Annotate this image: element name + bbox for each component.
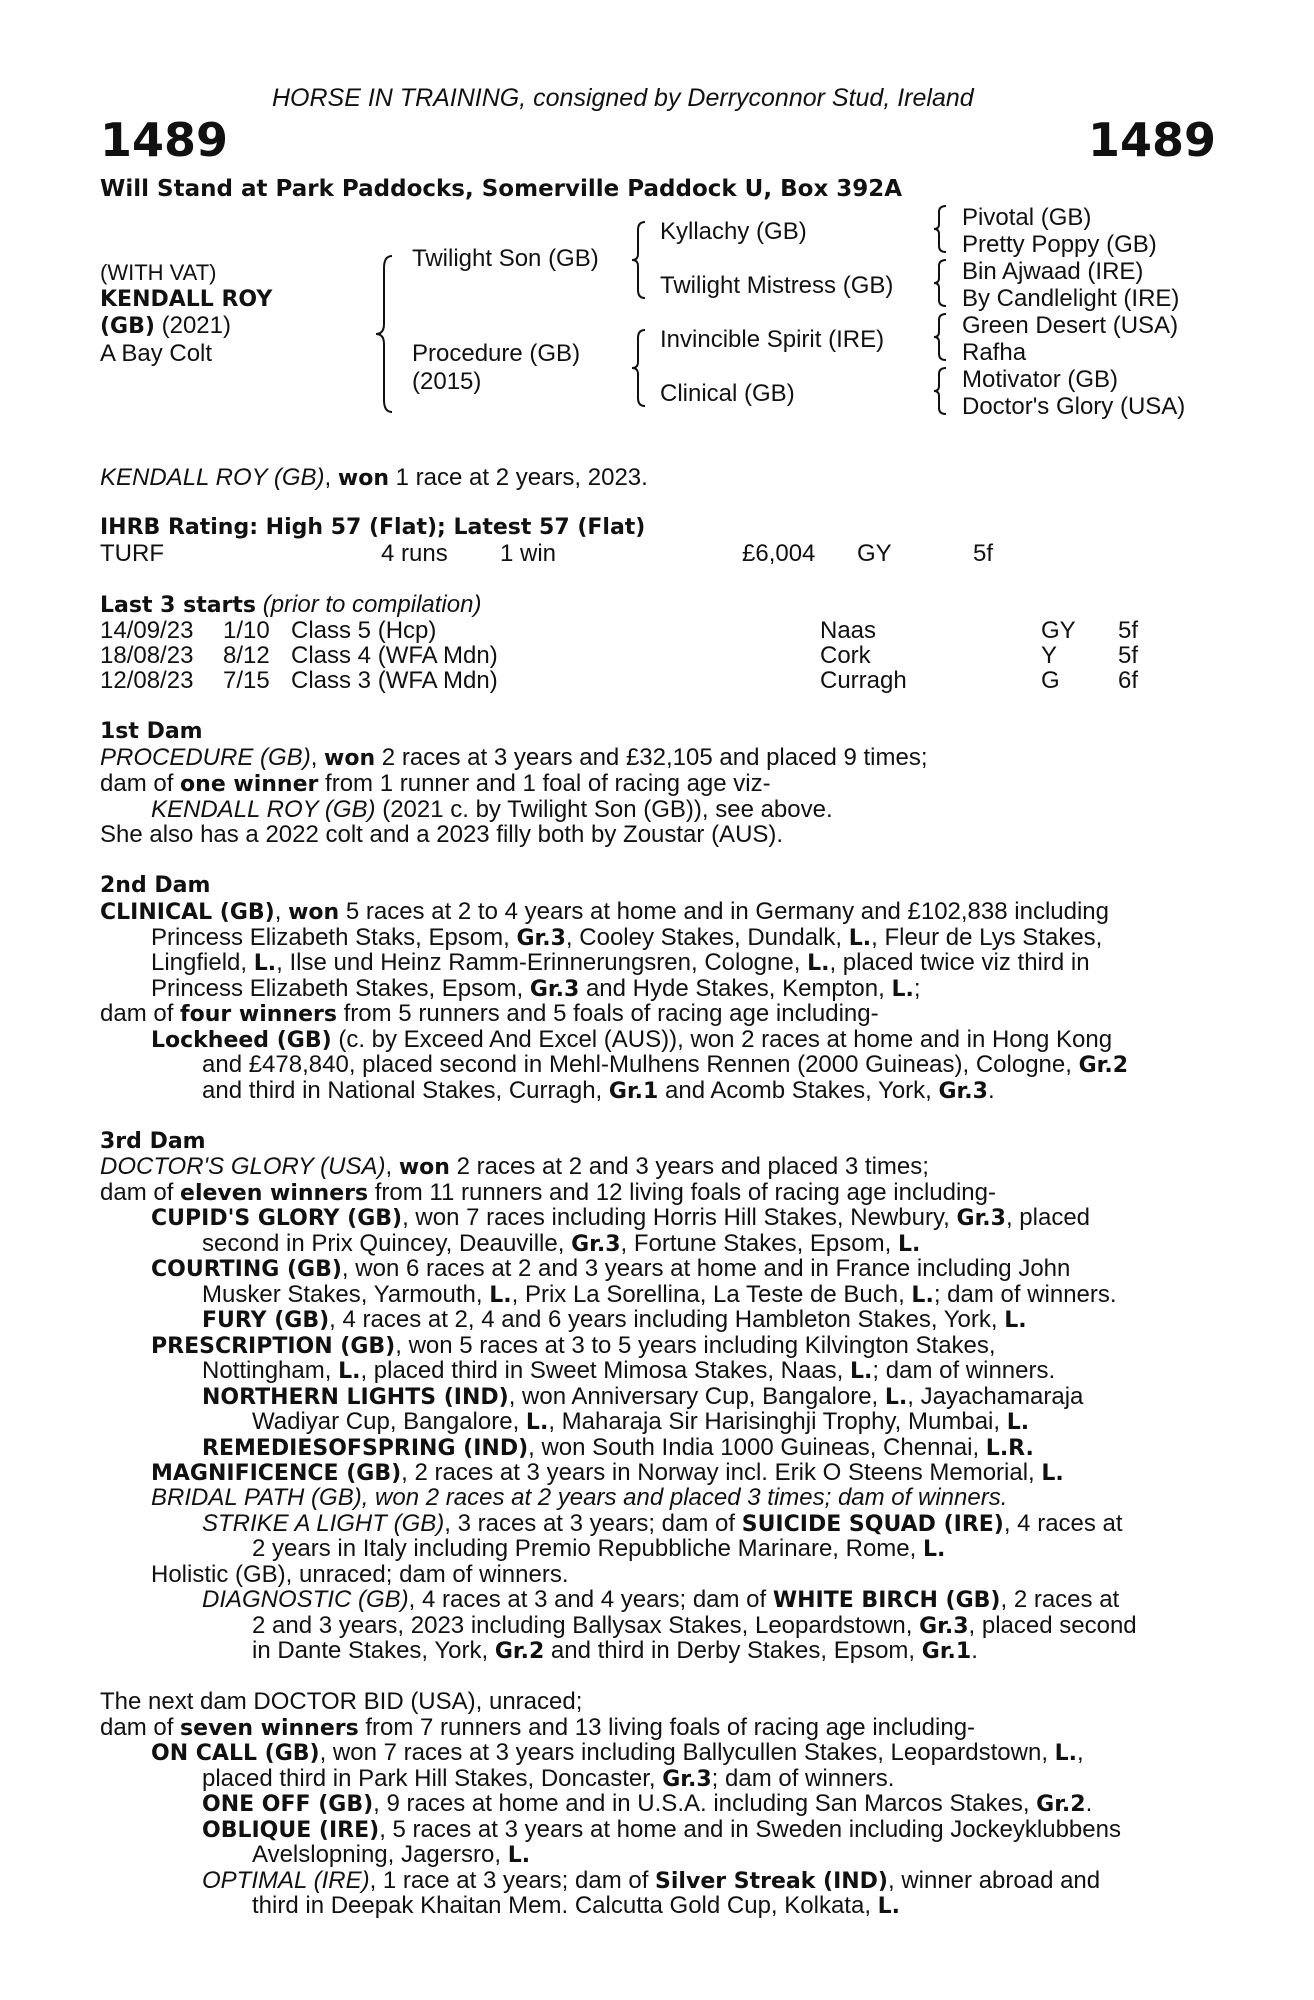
dam3-line <box>202 1384 1083 1411</box>
text-segment: and third in Derby Stakes, Epsom, <box>544 1637 922 1664</box>
next-dam-line <box>151 1740 1084 1767</box>
dam2-line <box>100 899 1109 926</box>
text-bold: Gr.3 <box>919 1614 969 1639</box>
text-segment: from 1 runner and 1 foal of racing age viz- <box>318 770 771 797</box>
text-segment: , <box>1077 1739 1084 1766</box>
text-bold: Gr.1 <box>608 1079 659 1104</box>
start-going: G <box>1041 667 1060 694</box>
summary-horse: KENDALL ROY (GB) <box>100 464 325 491</box>
text-bold: ON CALL (GB) <box>151 1741 320 1766</box>
pedigree-g3-4: By Candlelight (IRE) <box>962 285 1180 312</box>
pedigree-brace-sire <box>630 220 650 300</box>
start-position: 8/12 <box>223 642 270 669</box>
dam3-line: BRIDAL PATH (GB), won 2 races at 2 years and placed 3 times; dam of winners. <box>151 1484 1008 1511</box>
text-segment: , 4 races at 2, 4 and 6 years including Hambleton Stakes, York, <box>329 1306 1005 1333</box>
text-segment: and Hyde Stakes, Kempton, <box>579 975 892 1002</box>
consignment-line: HORSE IN TRAINING, consigned by Derryconnor Stud, Ireland <box>272 84 974 112</box>
text-segment: , Jayachamaraja <box>907 1383 1084 1410</box>
text-bold: Gr.3 <box>516 926 566 951</box>
text-bold: Gr.2 <box>1078 1053 1129 1078</box>
dam3-line <box>202 1511 1123 1538</box>
text-bold: L. <box>525 1410 549 1435</box>
race-summary: KENDALL ROY (GB), won 1 race at 2 years, 2023. <box>100 464 648 491</box>
dam3-line <box>202 1231 920 1258</box>
text-segment: Musker Stakes, Yarmouth, <box>202 1281 490 1308</box>
dam1-line: She also has a 2022 colt and a 2023 filly both by Zoustar (AUS). <box>100 821 784 848</box>
text-segment: placed third in Park Hill Stakes, Doncaster, <box>202 1765 663 1792</box>
start-distance: 6f <box>1118 667 1139 694</box>
dam3-line <box>202 1358 1055 1385</box>
dam1-line <box>151 797 833 823</box>
dam2-line <box>151 925 1102 952</box>
summary-rest: 1 race at 2 years, 2023. <box>388 464 648 491</box>
text-italic: KENDALL ROY (GB) <box>151 796 376 823</box>
pedigree-g3-6: Rafha <box>962 339 1027 366</box>
dam3-line <box>202 1435 1034 1462</box>
dam2-line <box>100 1001 879 1028</box>
text-bold: CUPID'S GLORY (GB) <box>151 1206 403 1231</box>
text-bold: one winner <box>180 772 319 797</box>
text-bold: Gr.2 <box>494 1639 545 1664</box>
pedigree-brace-dam <box>630 328 650 408</box>
text-bold: OBLIQUE (IRE) <box>202 1818 380 1843</box>
text-bold: MAGNIFICENCE (GB) <box>151 1461 402 1486</box>
text-segment: , 5 races at 3 years at home and in Sweden including Jockeyklubbens <box>379 1816 1121 1843</box>
horse-year: (2021) <box>161 312 231 339</box>
summary-won: won <box>337 466 389 491</box>
text-segment: from 5 runners and 5 foals of racing age including- <box>336 1000 879 1027</box>
rating-runs: 4 runs <box>381 540 448 567</box>
text-bold: COURTING (GB) <box>151 1257 342 1282</box>
pedigree-g3-2: Pretty Poppy (GB) <box>962 231 1157 258</box>
lot-number-right: 1489 <box>1088 113 1217 167</box>
dam3-name: DOCTOR'S GLORY (USA) <box>100 1153 386 1180</box>
text-segment: , 2 races at 3 years in Norway incl. Erik O Steens Memorial, <box>401 1459 1042 1486</box>
text-segment: , <box>274 898 289 925</box>
pedigree-brace-main <box>374 254 398 414</box>
dam2-line <box>151 976 921 1003</box>
text-italic: DIAGNOSTIC (GB) <box>202 1586 409 1613</box>
text-segment: , <box>310 744 325 771</box>
last-starts-title: Last 3 starts <box>100 593 257 618</box>
text-segment: 2 races at 3 years and £32,105 and placed 9 times; <box>375 744 928 771</box>
text-segment: , won 6 races at 2 and 3 years at home and in France including John <box>341 1255 1071 1282</box>
dam3-line <box>252 1536 945 1563</box>
dam2-line <box>202 1078 995 1105</box>
text-bold: L. <box>848 926 872 951</box>
text-bold: L. <box>338 1359 361 1384</box>
text-bold: REMEDIESOFSPRING (IND) <box>202 1436 529 1461</box>
text-segment: dam of <box>100 1714 181 1741</box>
dam3-line <box>100 1154 929 1181</box>
text-bold: Gr.3 <box>662 1767 712 1792</box>
rating-going: GY <box>857 540 892 567</box>
pedigree-sire: Twilight Son (GB) <box>412 245 599 272</box>
dam1-heading: 1st Dam <box>100 719 203 744</box>
lot-number-left: 1489 <box>100 113 229 167</box>
text-bold: L. <box>911 1283 934 1308</box>
text-bold: Gr.3 <box>938 1079 988 1104</box>
text-segment: , Cooley Stakes, Dundalk, <box>565 924 849 951</box>
text-segment: , 4 races at 3 and 4 years; dam of <box>408 1586 773 1613</box>
text-bold: WHITE BIRCH (GB) <box>772 1588 1001 1613</box>
text-bold: L. <box>1004 1308 1027 1333</box>
text-segment: ; dam of winners. <box>933 1281 1117 1308</box>
text-bold: L. <box>489 1283 512 1308</box>
start-race: Class 3 (WFA Mdn) <box>291 667 498 694</box>
last-starts-note: (prior to compilation) <box>262 591 482 618</box>
dam3-line <box>202 1587 1119 1614</box>
text-bold: seven winners <box>180 1716 359 1741</box>
pedigree-brace-g3-2 <box>932 258 950 308</box>
text-bold: eleven winners <box>180 1181 369 1206</box>
dam3-line <box>202 1307 1027 1334</box>
text-segment: , placed second <box>968 1612 1137 1639</box>
dam3-line <box>151 1333 996 1360</box>
last-starts-heading <box>100 592 481 619</box>
pedigree-g3-1: Pivotal (GB) <box>962 204 1092 231</box>
start-course: Cork <box>820 642 871 669</box>
text-segment: in Dante Stakes, York, <box>252 1637 495 1664</box>
text-segment: . <box>971 1637 978 1664</box>
text-segment: Princess Elizabeth Staks, Epsom, <box>151 924 517 951</box>
dam2-heading: 2nd Dam <box>100 873 211 898</box>
start-position: 7/15 <box>223 667 270 694</box>
next-dam-line <box>202 1817 1121 1844</box>
dam3-line <box>100 1180 996 1207</box>
text-segment: (c. by Exceed And Excel (AUS)), won 2 races at home and in Hong Kong <box>331 1026 1113 1053</box>
text-bold: Gr.3 <box>956 1206 1006 1231</box>
dam3-line: Holistic (GB), unraced; dam of winners. <box>151 1561 569 1588</box>
text-segment: , 1 race at 3 years; dam of <box>369 1867 656 1894</box>
pedigree-sire-dam: Twilight Mistress (GB) <box>660 272 894 299</box>
text-bold: L. <box>1041 1461 1064 1486</box>
text-bold: won <box>398 1155 450 1180</box>
text-bold: L. <box>807 951 830 976</box>
text-bold: FURY (GB) <box>202 1308 330 1333</box>
dam2-line <box>151 1027 1112 1054</box>
text-segment: , placed <box>1005 1204 1091 1231</box>
dam2-line <box>202 1052 1128 1079</box>
text-bold: Lockheed (GB) <box>151 1028 332 1053</box>
text-segment: ; dam of winners. <box>872 1357 1056 1384</box>
dam1-name: PROCEDURE (GB) <box>100 744 311 771</box>
horse-country-year <box>100 313 231 340</box>
dam3-line <box>252 1638 978 1665</box>
dam1-line <box>100 745 928 772</box>
text-segment: 2 races at 2 and 3 years and placed 3 times; <box>449 1153 929 1180</box>
text-bold: won <box>324 746 376 771</box>
next-dam-line <box>252 1842 530 1869</box>
pedigree-g3-7: Motivator (GB) <box>962 366 1119 393</box>
text-bold: NORTHERN LIGHTS (IND) <box>202 1385 509 1410</box>
text-bold: L. <box>850 1359 873 1384</box>
pedigree-dam-sire: Invincible Spirit (IRE) <box>660 326 885 353</box>
text-bold: L. <box>897 1232 921 1257</box>
text-bold: SUICIDE SQUAD (IRE) <box>741 1512 1004 1537</box>
start-going: Y <box>1041 642 1058 669</box>
start-course: Naas <box>820 617 877 644</box>
dam3-line <box>202 1282 1117 1309</box>
rating-distance: 5f <box>973 540 994 567</box>
text-bold: L. <box>922 1537 946 1562</box>
pedigree-dam-year: (2015) <box>412 368 482 395</box>
start-distance: 5f <box>1118 642 1139 669</box>
text-segment: , 3 races at 3 years; dam of <box>444 1510 742 1537</box>
text-segment: , won Anniversary Cup, Bangalore, <box>508 1383 885 1410</box>
text-segment: and third in National Stakes, Curragh, <box>202 1077 609 1104</box>
dam3-line <box>151 1205 1090 1232</box>
text-segment: , winner abroad and <box>887 1867 1101 1894</box>
text-bold: Gr.3 <box>571 1232 621 1257</box>
text-bold: won <box>288 900 340 925</box>
horse-name-line <box>100 286 272 313</box>
pedigree-brace-g3-3 <box>932 312 950 362</box>
text-segment: , Prix La Sorellina, La Teste de Buch, <box>511 1281 912 1308</box>
stabling-line: Will Stand at Park Paddocks, Somerville Paddock U, Box 392A <box>100 176 903 202</box>
text-segment: from 7 runners and 13 living foals of racing age including- <box>358 1714 976 1741</box>
pedigree-sire-sire: Kyllachy (GB) <box>660 218 807 245</box>
text-bold: Silver Streak (IND) <box>655 1869 888 1894</box>
rating-heading: IHRB Rating: High 57 (Flat); Latest 57 (Flat) <box>100 515 646 540</box>
text-bold: L. <box>884 1385 908 1410</box>
text-segment: , placed third in Sweet Mimosa Stakes, Naas, <box>360 1357 851 1384</box>
text-bold: L. <box>507 1843 531 1868</box>
text-segment: Avelslopning, Jagersro, <box>252 1841 508 1868</box>
text-segment: ; dam of winners. <box>711 1765 895 1792</box>
pedigree-g3-3: Bin Ajwaad (IRE) <box>962 258 1144 285</box>
text-segment: . <box>987 1077 995 1104</box>
text-segment: (2021 c. by Twilight Son (GB)), see above. <box>375 796 833 823</box>
pedigree-dam-dam: Clinical (GB) <box>660 380 795 407</box>
text-segment: dam of <box>100 1000 181 1027</box>
text-segment: , won 5 races at 3 to 5 years including Kilvington Stakes, <box>395 1332 996 1359</box>
text-bold: L. <box>253 951 277 976</box>
text-bold: Gr.1 <box>921 1639 972 1664</box>
pedigree-g3-8: Doctor's Glory (USA) <box>962 393 1186 420</box>
dam2-name: CLINICAL (GB) <box>100 900 275 925</box>
text-segment: Nottingham, <box>202 1357 339 1384</box>
text-segment: 5 races at 2 to 4 years at home and in Germany and £102,838 including <box>339 898 1110 925</box>
text-segment: , 4 races at <box>1003 1510 1123 1537</box>
dam1-line <box>100 771 771 798</box>
text-segment: Wadiyar Cup, Bangalore, <box>252 1408 526 1435</box>
text-segment: second in Prix Quincey, Deauville, <box>202 1230 572 1257</box>
text-bold: Gr.2 <box>1036 1792 1086 1817</box>
start-date: 14/09/23 <box>100 617 194 644</box>
start-distance: 5f <box>1118 617 1139 644</box>
text-bold: L. <box>1006 1410 1030 1435</box>
vat-label: (WITH VAT) <box>100 260 217 285</box>
text-segment: Lingfield, <box>151 949 254 976</box>
text-bold: L. <box>1054 1741 1078 1766</box>
pedigree-g3-5: Green Desert (USA) <box>962 312 1179 339</box>
start-position: 1/10 <box>223 617 270 644</box>
dam2-line <box>151 950 1090 977</box>
dam3-line <box>151 1460 1064 1487</box>
text-segment: from 11 runners and 12 living foals of racing age including- <box>368 1179 996 1206</box>
next-dam-line <box>252 1893 900 1920</box>
text-segment: ; <box>913 975 921 1002</box>
text-bold: Gr.3 <box>529 977 580 1002</box>
start-course: Curragh <box>820 667 907 694</box>
horse-description: A Bay Colt <box>100 340 213 367</box>
next-dam-line: The next dam DOCTOR BID (USA), unraced; <box>100 1688 583 1715</box>
text-segment: and Acomb Stakes, York, <box>658 1077 939 1104</box>
rating-surface: TURF <box>100 540 164 567</box>
text-bold: ONE OFF (GB) <box>202 1792 374 1817</box>
text-segment: , Ilse und Heinz Ramm-Erinnerungsren, Cologne, <box>276 949 808 976</box>
pedigree-brace-g3-4 <box>932 366 950 416</box>
next-dam-line <box>202 1766 894 1793</box>
text-segment: . <box>1085 1790 1093 1817</box>
text-segment: and £478,840, placed second in Mehl-Mulhens Rennen (2000 Guineas), Cologne, <box>202 1051 1079 1078</box>
text-segment: , Fortune Stakes, Epsom, <box>620 1230 898 1257</box>
text-segment: , won 7 races including Horris Hill Stakes, Newbury, <box>402 1204 957 1231</box>
pedigree-dam: Procedure (GB) <box>412 340 581 367</box>
next-dam-line <box>202 1868 1100 1895</box>
dam3-line <box>151 1256 1070 1283</box>
start-date: 12/08/23 <box>100 667 194 694</box>
text-segment: , Fleur de Lys Stakes, <box>871 924 1103 951</box>
text-segment: , Maharaja Sir Harisinghji Trophy, Mumbai, <box>548 1408 1007 1435</box>
next-dam-line <box>100 1715 975 1742</box>
text-bold: four winners <box>180 1002 337 1027</box>
start-going: GY <box>1041 617 1076 644</box>
text-segment: , won South India 1000 Guineas, Chennai, <box>528 1434 986 1461</box>
text-italic: OPTIMAL (IRE) <box>202 1867 370 1894</box>
text-segment: dam of <box>100 1179 181 1206</box>
text-segment: , placed twice viz third in <box>829 949 1090 976</box>
text-segment: 2 and 3 years, 2023 including Ballysax Stakes, Leopardstown, <box>252 1612 920 1639</box>
dam3-line <box>252 1613 1137 1640</box>
text-bold: L. <box>891 977 914 1002</box>
text-segment: 2 years in Italy including Premio Repubbliche Marinare, Rome, <box>252 1535 923 1562</box>
text-bold: L. <box>877 1894 901 1919</box>
start-date: 18/08/23 <box>100 642 194 669</box>
rating-prize: £6,004 <box>742 540 816 567</box>
text-segment: , 2 races at <box>1000 1586 1120 1613</box>
text-segment: , won 7 races at 3 years including Ballycullen Stakes, Leopardstown, <box>319 1739 1055 1766</box>
text-segment: , 9 races at home and in U.S.A. including San Marcos Stakes, <box>373 1790 1037 1817</box>
text-bold: L.R. <box>985 1436 1034 1461</box>
dam3-heading: 3rd Dam <box>100 1129 206 1154</box>
start-race: Class 4 (WFA Mdn) <box>291 642 498 669</box>
text-italic: STRIKE A LIGHT (GB) <box>202 1510 445 1537</box>
horse-country: (GB) <box>100 314 155 339</box>
dam3-line <box>252 1409 1029 1436</box>
start-race: Class 5 (Hcp) <box>291 617 437 644</box>
text-segment: Princess Elizabeth Stakes, Epsom, <box>151 975 530 1002</box>
text-bold: PRESCRIPTION (GB) <box>151 1334 396 1359</box>
text-segment: dam of <box>100 770 181 797</box>
text-segment: , <box>385 1153 399 1180</box>
horse-name: KENDALL ROY <box>100 287 273 312</box>
pedigree-brace-g3-1 <box>932 204 950 254</box>
rating-wins: 1 win <box>500 540 557 567</box>
next-dam-line <box>202 1791 1092 1818</box>
text-segment: third in Deepak Khaitan Mem. Calcutta Gold Cup, Kolkata, <box>252 1892 878 1919</box>
